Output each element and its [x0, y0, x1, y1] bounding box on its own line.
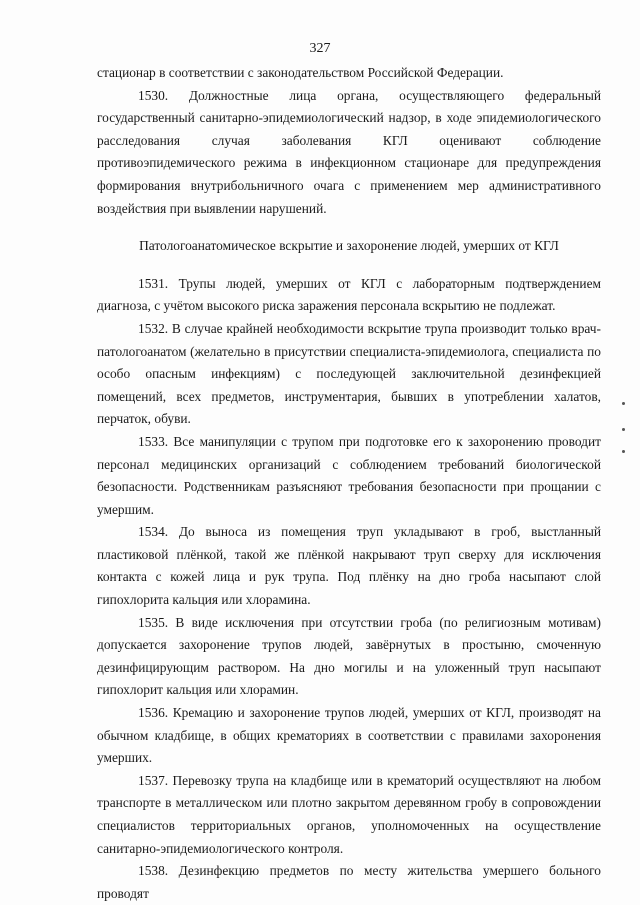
paragraph-1533: 1533. Все манипуляции с трупом при подготовке его к захоронению проводит персонал медицинских организаций с соблюдением требований биологической безопасности. Родственникам разъясняют требования безопасности при прощании с умершим.	[97, 433, 601, 517]
scan-mark	[622, 402, 625, 405]
section-heading: Патологоанатомическое вскрытие и захоронение людей, умерших от КГЛ	[139, 238, 559, 254]
paragraph-1535: 1535. В виде исключения при отсутствии гроба (по религиозным мотивам) допускается захоронение трупов людей, завёрнутых в простыню, смоченную дезинфицирующим раствором. На дно могилы и на уложенный труп насыпают гипохлорит кальция или хлорамин.	[97, 614, 601, 698]
paragraph-1531: 1531. Трупы людей, умерших от КГЛ с лабораторным подтверждением диагноза, с учётом высокого риска заражения персонала вскрытию не подлежат.	[97, 275, 601, 314]
scan-mark	[622, 428, 625, 431]
paragraph-1534: 1534. До выноса из помещения труп укладывают в гроб, выстланный пластиковой плёнкой, такой же плёнкой накрывают труп сверху для исключения контакта с кожей лица и рук трупа. Под плёнку на дно гроба насыпают слой гипохлорита кальция или хлорамина.	[97, 524, 601, 608]
document-body	[97, 62, 601, 905]
paragraph-1532: 1532. В случае крайней необходимости вскрытие трупа производит только врач-патологоанатом (желательно в присутствии специалиста-эпидемиолога, специалиста по особо опасным инфекциям) с последующей заключительной дезинфекцией помещений, всех предметов, инструментария, бывших в употреблении халатов, перчаток, обуви.	[97, 320, 601, 427]
scan-mark	[622, 450, 625, 453]
paragraph-1538: 1538. Дезинфекцию предметов по месту жительства умершего больного проводят	[97, 863, 601, 901]
page-number: 327	[309, 41, 331, 56]
paragraph-1536: 1536. Кремацию и захоронение трупов людей, умерших от КГЛ, производят на обычном кладбище, в общих крематориях в соответствии с правилами захоронения умерших.	[97, 705, 601, 766]
paragraph-continuation: стационар в соответствии с законодательством Российской Федерации.	[97, 65, 504, 80]
margin-scan-marks	[622, 402, 634, 462]
paragraph-1537: 1537. Перевозку трупа на кладбище или в крематорий осуществляют на любом транспорте в металлическом или плотно закрытом деревянном гробу в сопровождении специалистов территориальных органов, уполномоченных на осуществление санитарно-эпидемиологического контроля.	[97, 772, 601, 856]
paragraph-1530: 1530. Должностные лица органа, осуществляющего федеральный государственный санитарно-эпидемиологический надзор, в ходе эпидемиологического расследования случая заболевания КГЛ оценивают соблюдение противоэпидемического режима в инфекционном стационаре для предупреждения формирования внутрибольничного очага с применением мер административного воздействия при выявлении нарушений.	[97, 87, 601, 216]
